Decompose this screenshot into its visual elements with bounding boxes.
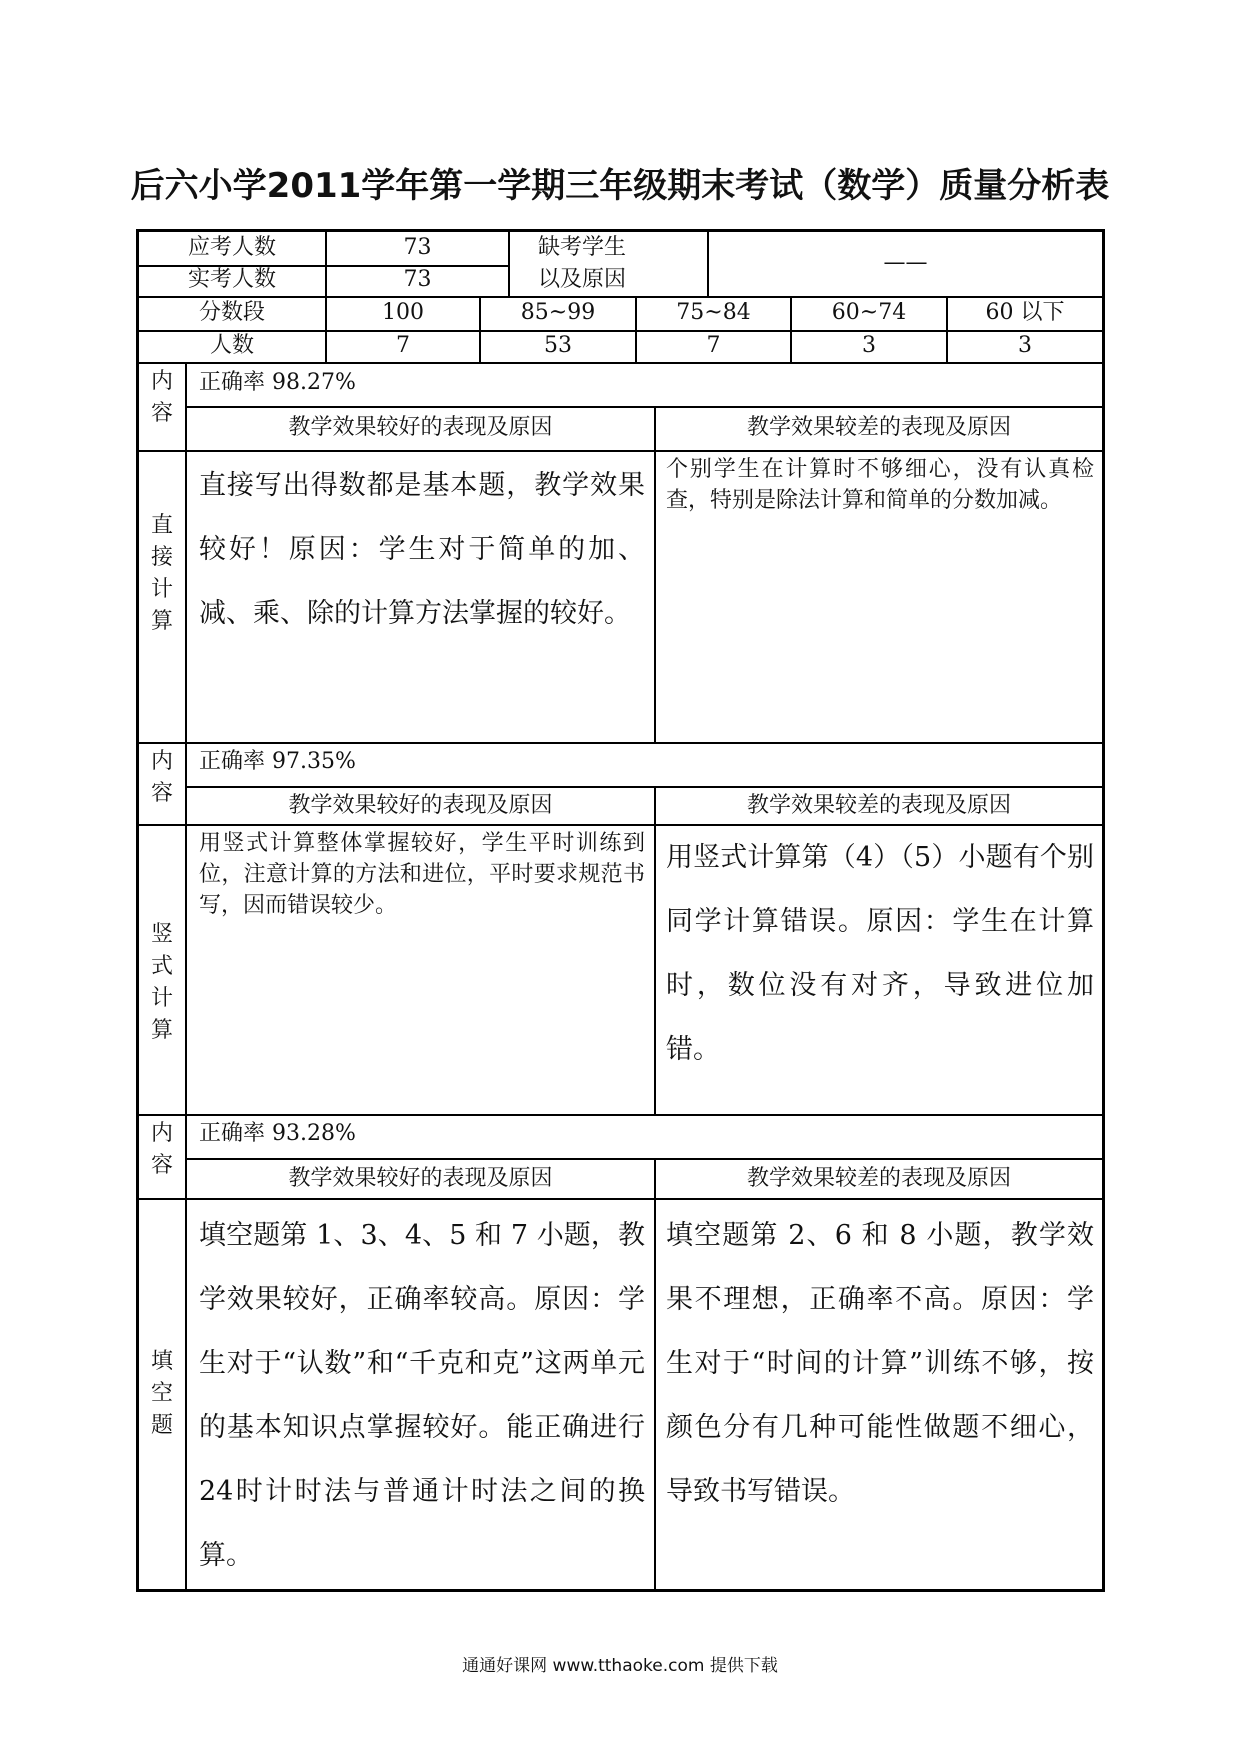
section-name-2d: 算: [150, 1018, 173, 1043]
quality-analysis-table: [136, 229, 1105, 1592]
count-5: 3: [1018, 333, 1032, 358]
section-name-1d: 算: [150, 609, 173, 634]
section-name-2c: 计: [150, 986, 173, 1011]
score-range-3: 75~84: [676, 300, 751, 325]
section-name-2a: 竖: [150, 922, 173, 947]
good-header-2: 教学效果较好的表现及原因: [288, 793, 553, 818]
section-name-1b: 接: [150, 545, 173, 570]
footer-credit: 通通好课网 www.tthaoke.com 提供下载: [462, 1656, 778, 1676]
absent-label-line1: 缺考学生: [538, 235, 627, 260]
bad-text-1: 个别学生在计算时不够细心，没有认真检查，特别是除法计算和简单的分数加减。: [666, 457, 1094, 513]
score-range-2: 85~99: [520, 300, 596, 325]
absent-value: ——: [883, 250, 928, 275]
good-text-3: 填空题第 1、3、4、5 和 7 小题，教学效果较好，正确率较高。原因：学生对于“认数”和“千克和克”这两单元的基本知识点掌握较好。能正确进行24时计时法与普通计时法之间的换算。: [199, 1220, 645, 1571]
count-3: 7: [706, 333, 721, 358]
content-label-2a: 内: [150, 749, 173, 774]
bad-header-3: 教学效果较差的表现及原因: [746, 1166, 1011, 1191]
content-label-3a: 内: [150, 1121, 173, 1146]
actual-label: 实考人数: [187, 267, 276, 292]
bad-text-3: 填空题第 2、6 和 8 小题，教学效果不理想，正确率不高。原因：学生对于“时间的计算”训练不够，按颜色分有几种可能性做题不细心，导致书写错误。: [666, 1220, 1094, 1507]
absent-label-line2: 以及原因: [538, 267, 627, 292]
content-label-2b: 容: [150, 781, 173, 806]
section-name-2b: 式: [150, 954, 173, 979]
score-range-label: 分数段: [198, 300, 265, 325]
score-range-5: 60 以下: [985, 300, 1065, 325]
expected-label: 应考人数: [187, 235, 276, 260]
bad-text-2: 用竖式计算第（4）（5）小题有个别同学计算错误。原因：学生在计算时，数位没有对齐，导致进位加错。: [666, 842, 1094, 1065]
content-label-1b: 容: [150, 401, 173, 426]
good-header-3: 教学效果较好的表现及原因: [288, 1166, 553, 1191]
expected-value: 73: [403, 235, 432, 260]
good-text-2: 用竖式计算整体掌握较好，学生平时训练到位，注意计算的方法和进位，平时要求规范书写，因而错误较少。: [199, 831, 645, 918]
bad-header-2: 教学效果较差的表现及原因: [746, 793, 1011, 818]
section-name-3c: 题: [150, 1413, 173, 1438]
count-label: 人数: [209, 333, 254, 358]
section-name-1c: 计: [150, 577, 173, 602]
content-label-1a: 内: [150, 369, 173, 394]
actual-value: 73: [403, 267, 432, 292]
accuracy-2: 正确率 97.35%: [199, 749, 356, 774]
accuracy-3: 正确率 93.28%: [199, 1121, 356, 1146]
count-4: 3: [862, 333, 876, 358]
count-1: 7: [396, 333, 410, 358]
accuracy-1: 正确率 98.27%: [199, 370, 356, 395]
bad-header-1: 教学效果较差的表现及原因: [746, 415, 1011, 440]
section-name-3b: 空: [150, 1381, 173, 1406]
score-range-1: 100: [382, 300, 424, 325]
page-title: 后六小学2011学年第一学期三年级期末考试（数学）质量分析表: [130, 166, 1110, 206]
content-label-3b: 容: [150, 1153, 173, 1178]
count-2: 53: [544, 333, 572, 358]
good-text-1: 直接写出得数都是基本题，教学效果较好！原因：学生对于简单的加、减、乘、除的计算方法掌握的较好。: [199, 470, 645, 629]
good-header-1: 教学效果较好的表现及原因: [288, 415, 553, 440]
section-name-1a: 直: [150, 513, 173, 538]
section-name-3a: 填: [150, 1349, 173, 1374]
score-range-4: 60~74: [831, 300, 907, 325]
